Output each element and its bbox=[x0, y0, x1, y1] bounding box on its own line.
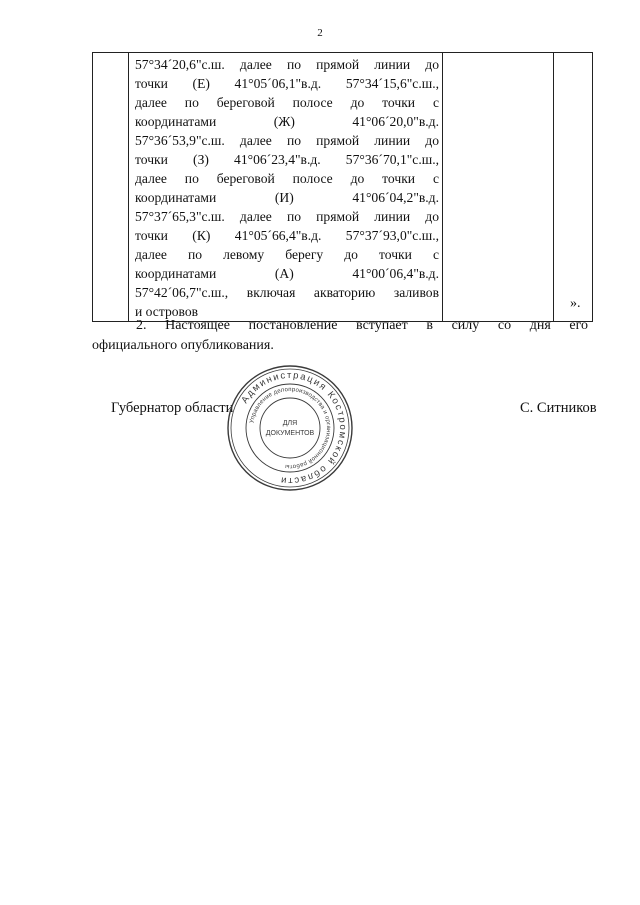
seal-inner-ring bbox=[260, 398, 320, 458]
seal-inner-textpath: Управление делопроизводства и организационной работы bbox=[249, 386, 332, 470]
table-cell-extra-a bbox=[443, 53, 554, 322]
description-line: далее по береговой полосе до точки с bbox=[135, 95, 439, 110]
table-cell-description bbox=[129, 53, 443, 322]
description-line: 57°34´20,6"с.ш. далее по прямой линии до bbox=[135, 57, 439, 72]
description-line: далее по левому берегу до точки с bbox=[135, 247, 439, 262]
paragraph-2-line-1: 2. Настоящее постановление вступает в силу со дня его bbox=[136, 318, 588, 333]
description-line: 57°37´65,3"с.ш. далее по прямой линии до bbox=[135, 209, 439, 224]
seal-outer-ring-inner bbox=[231, 369, 349, 487]
seal-inner-text bbox=[249, 387, 331, 469]
description-line: координатами (И) 41°06´04,2"в.д. bbox=[135, 190, 439, 205]
description-line: и островов bbox=[135, 304, 199, 319]
official-seal bbox=[226, 364, 354, 492]
description-line: точки (З) 41°06´23,4"в.д. 57°36´70,1"с.ш., bbox=[135, 152, 439, 167]
boundary-description bbox=[129, 53, 442, 321]
description-line: координатами (А) 41°00´06,4"в.д. bbox=[135, 266, 439, 281]
table-cell-number bbox=[93, 53, 129, 322]
seal-outer-ring bbox=[228, 366, 352, 490]
signatory-position: Губернатор области bbox=[111, 400, 234, 416]
description-line: точки (К) 41°05´66,4"в.д. 57°37´93,0"с.ш., bbox=[135, 228, 439, 243]
table-cell-extra-b bbox=[554, 53, 593, 322]
closing-quote: ». bbox=[570, 296, 581, 311]
signatory-name: С. Ситников bbox=[520, 400, 597, 416]
coordinates-table bbox=[92, 52, 593, 322]
seal-center-line-2: ДОКУМЕНТОВ bbox=[265, 430, 315, 437]
description-line: точки (Е) 41°05´06,1"в.д. 57°34´15,6"с.ш., bbox=[135, 76, 439, 91]
seal-outer-textpath: Администрация Костромской области bbox=[239, 369, 349, 487]
page-number: 2 bbox=[317, 27, 323, 39]
description-line: 57°36´53,9"с.ш. далее по прямой линии до bbox=[135, 133, 439, 148]
seal-middle-ring bbox=[246, 384, 334, 472]
description-line: 57°42´06,7"с.ш., включая акваторию заливов bbox=[135, 285, 439, 300]
paragraph-2-line-2: официального опубликования. bbox=[92, 338, 274, 353]
table-row bbox=[93, 53, 593, 322]
seal-center-line-1: ДЛЯ bbox=[282, 420, 298, 427]
description-line: далее по береговой полосе до точки с bbox=[135, 171, 439, 186]
description-line: координатами (Ж) 41°06´20,0"в.д. bbox=[135, 114, 439, 129]
seal-graphic bbox=[226, 364, 354, 492]
